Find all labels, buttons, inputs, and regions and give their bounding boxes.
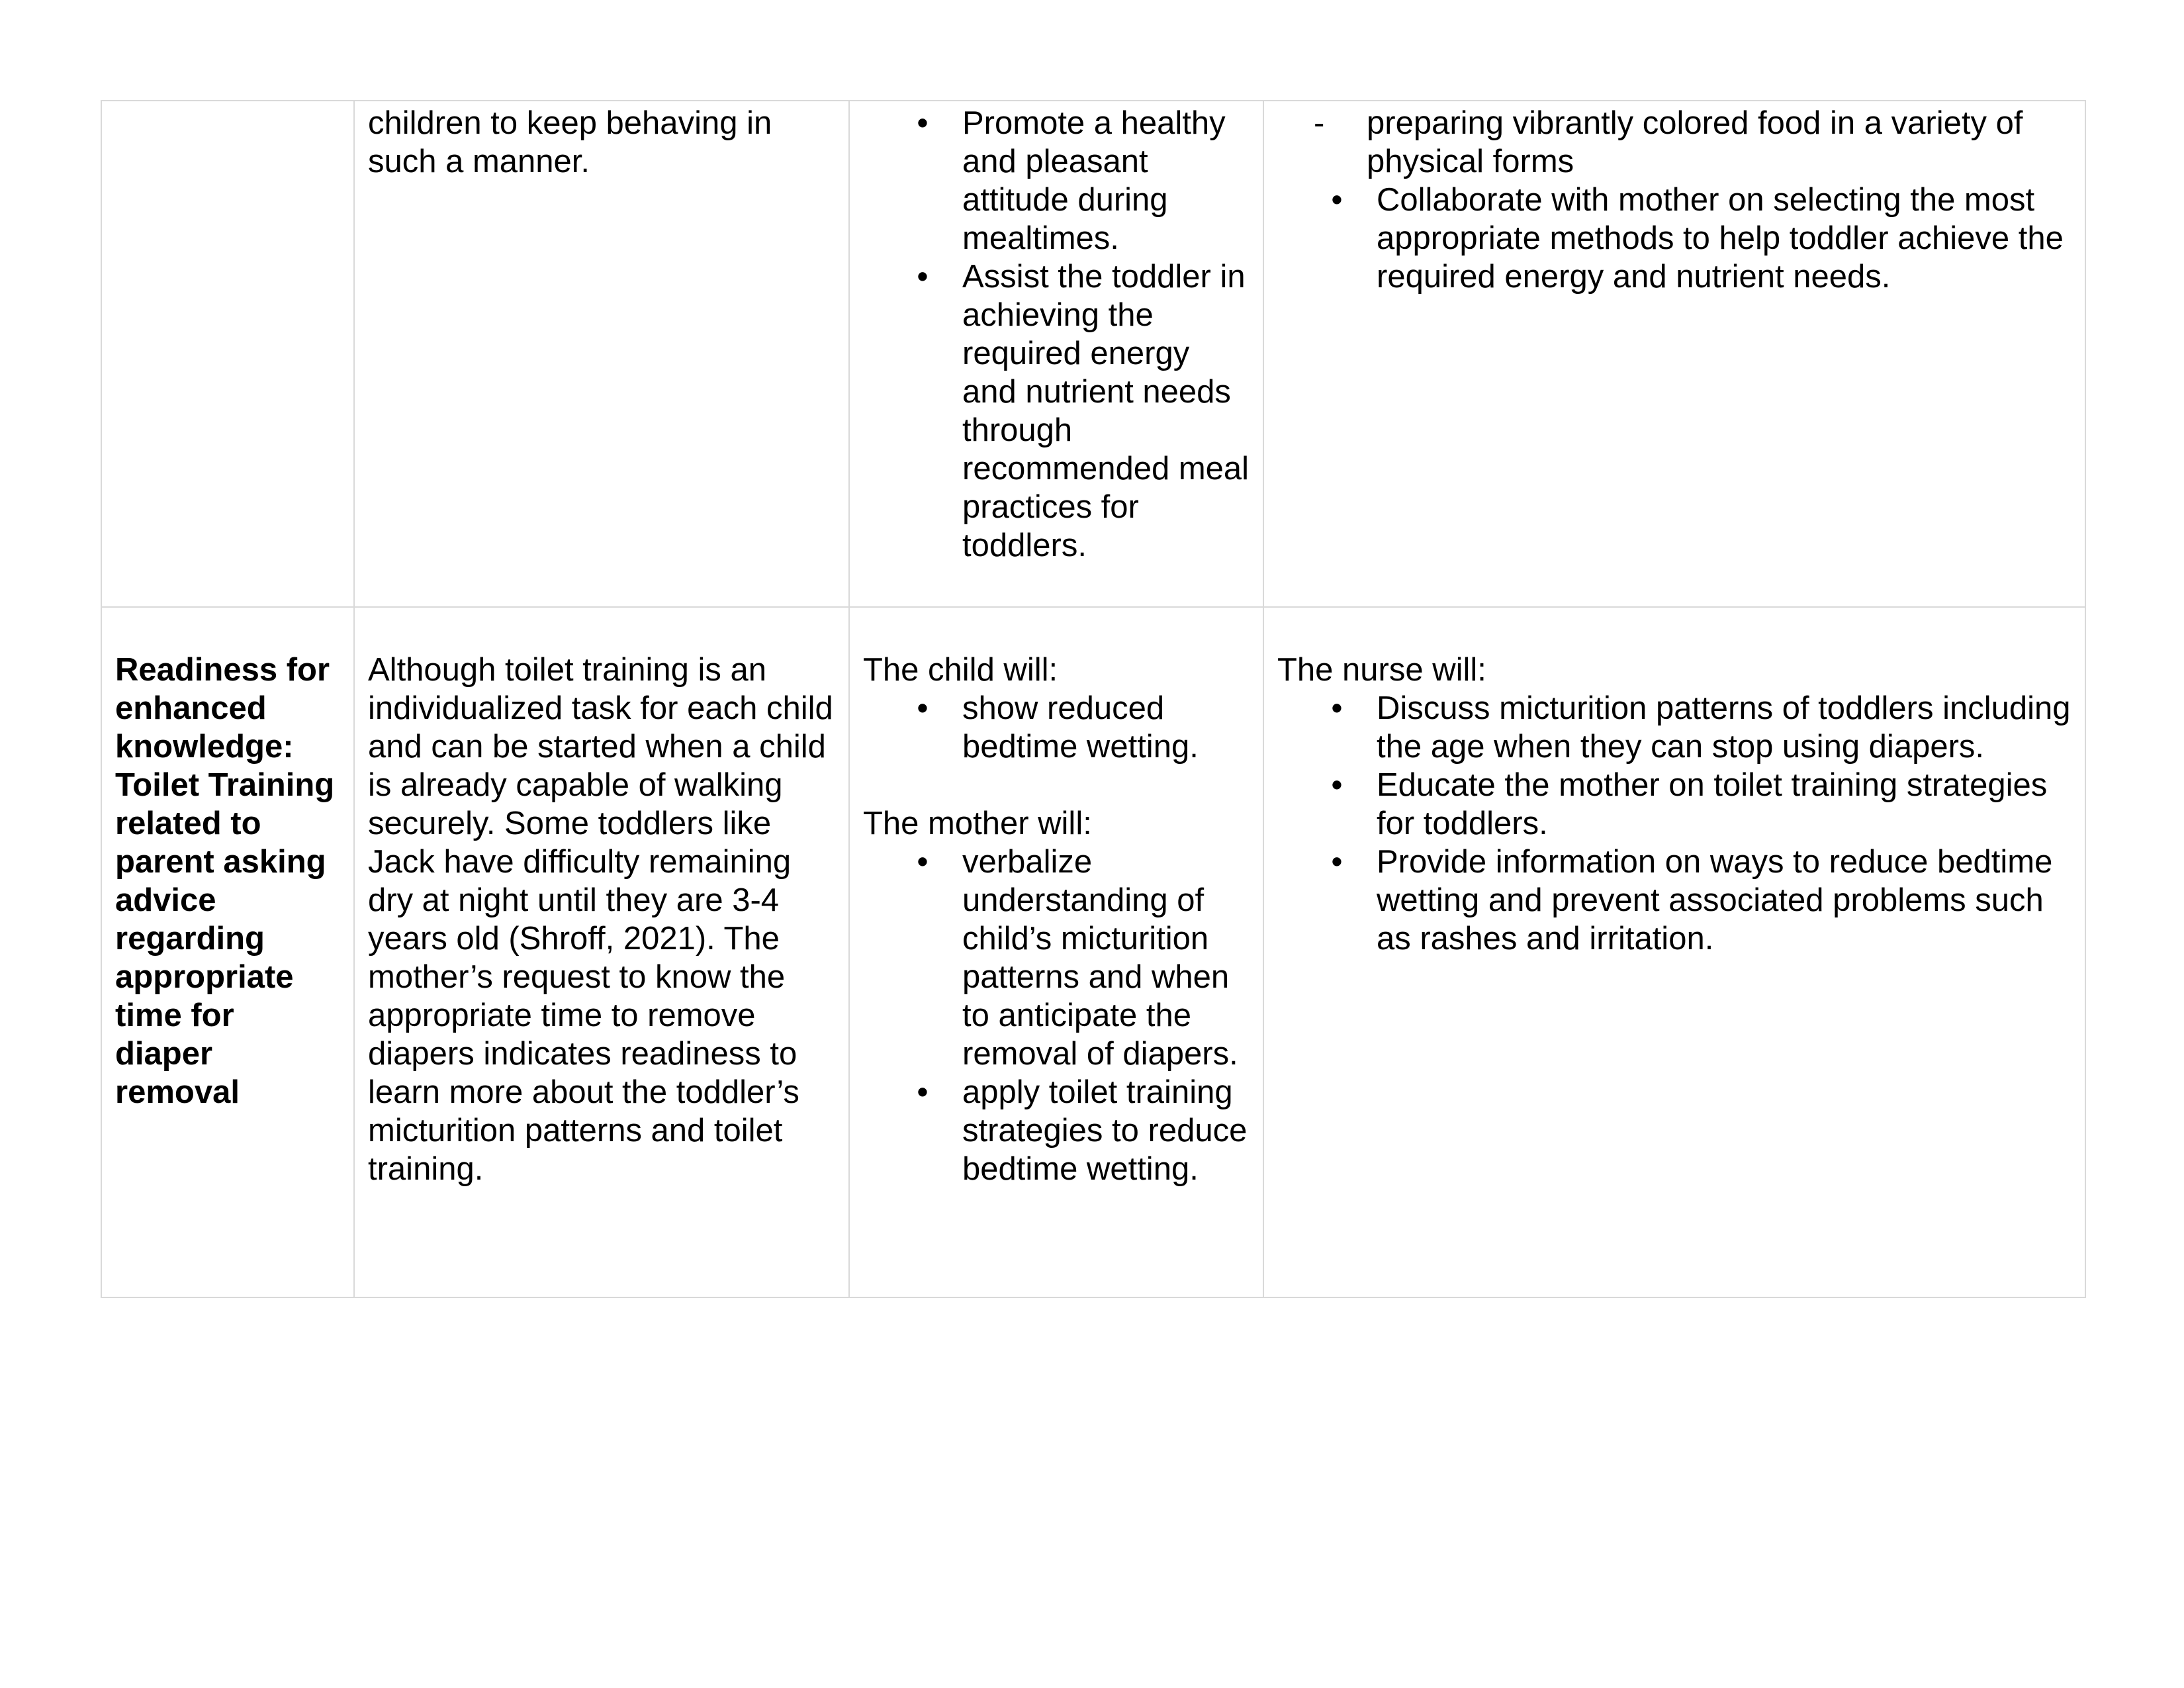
bullet-icon: • (917, 105, 929, 141)
rationale-cell (354, 101, 849, 607)
dash-icon: - (1314, 105, 1325, 141)
nursing-care-plan-table (101, 100, 2086, 1298)
list-item-text: verbalize understanding of child’s micturition patterns and when to anticipate the removal of diapers. (962, 844, 1238, 1072)
list-item-text: Promote a healthy and pleasant attitude during mealtimes. (962, 105, 1226, 256)
goals-list (863, 104, 1250, 565)
list-item-text: show reduced bedtime wetting. (962, 690, 1199, 765)
list-item (1331, 766, 2071, 843)
nurse-interventions-list (1277, 689, 2071, 958)
diagnosis-cell-empty (101, 101, 354, 607)
spacer (863, 766, 1250, 804)
child-goals-intro: The child will: (863, 652, 1058, 688)
list-item-text: apply toilet training strategies to reduce bedtime wetting. (962, 1074, 1248, 1187)
list-item (917, 689, 1250, 766)
bullet-icon: • (917, 844, 929, 880)
mother-goals-intro: The mother will: (863, 806, 1092, 841)
list-item-text: preparing vibrantly colored food in a variety of physical forms (1367, 105, 2023, 179)
nurse-interventions-intro: The nurse will: (1277, 652, 1486, 688)
goals-cell (849, 101, 1263, 607)
dash-list (1277, 104, 2071, 181)
goals-cell (849, 607, 1263, 1297)
list-item (1314, 104, 2071, 181)
interventions-list (1277, 181, 2071, 296)
rationale-cell (354, 607, 849, 1297)
list-item (1331, 843, 2071, 958)
list-item (1331, 181, 2071, 296)
bullet-icon: • (917, 259, 929, 295)
diagnosis-text: Readiness for enhanced knowledge: Toilet Training related to parent asking advice regarding appropriate time for diaper removal (115, 652, 335, 1110)
list-item (917, 258, 1250, 565)
list-item (917, 1073, 1250, 1188)
rationale-text: children to keep behaving in such a manner. (368, 105, 772, 179)
mother-goals-list (863, 843, 1250, 1188)
table-row-toilet-training (101, 607, 2085, 1297)
list-item-text: Assist the toddler in achieving the required energy and nutrient needs through recommended meal practices for toddlers. (962, 259, 1250, 563)
list-item-text: Collaborate with mother on selecting the most appropriate methods to help toddler achieve the required energy and nutrient needs. (1377, 182, 2064, 295)
table-row-continued (101, 101, 2085, 607)
child-goals-list (863, 689, 1250, 766)
interventions-cell (1263, 607, 2085, 1297)
list-item-text: Discuss micturition patterns of toddlers including the age when they can stop using diapers. (1377, 690, 2071, 765)
list-item (917, 843, 1250, 1073)
bullet-icon: • (1331, 844, 1343, 880)
rationale-text: Although toilet training is an individualized task for each child and can be started when a child is already capable of walking securely. Some toddlers like Jack have difficulty remaining dry at night until they are 3-4 years old (Shroff, 2021). The mother’s request to know the appropriate time to remove diapers indicates readiness to learn more about the toddler’s micturition patterns and toilet training. (368, 652, 833, 1187)
list-item (1331, 689, 2071, 766)
bullet-icon: • (1331, 182, 1343, 218)
bullet-icon: • (917, 690, 929, 726)
interventions-cell (1263, 101, 2085, 607)
list-item (917, 104, 1250, 258)
bullet-icon: • (1331, 767, 1343, 803)
list-item-text: Educate the mother on toilet training strategies for toddlers. (1377, 767, 2048, 841)
bullet-icon: • (917, 1074, 929, 1110)
bullet-icon: • (1331, 690, 1343, 726)
diagnosis-cell (101, 607, 354, 1297)
list-item-text: Provide information on ways to reduce bedtime wetting and prevent associated problems such as rashes and irritation. (1377, 844, 2053, 957)
